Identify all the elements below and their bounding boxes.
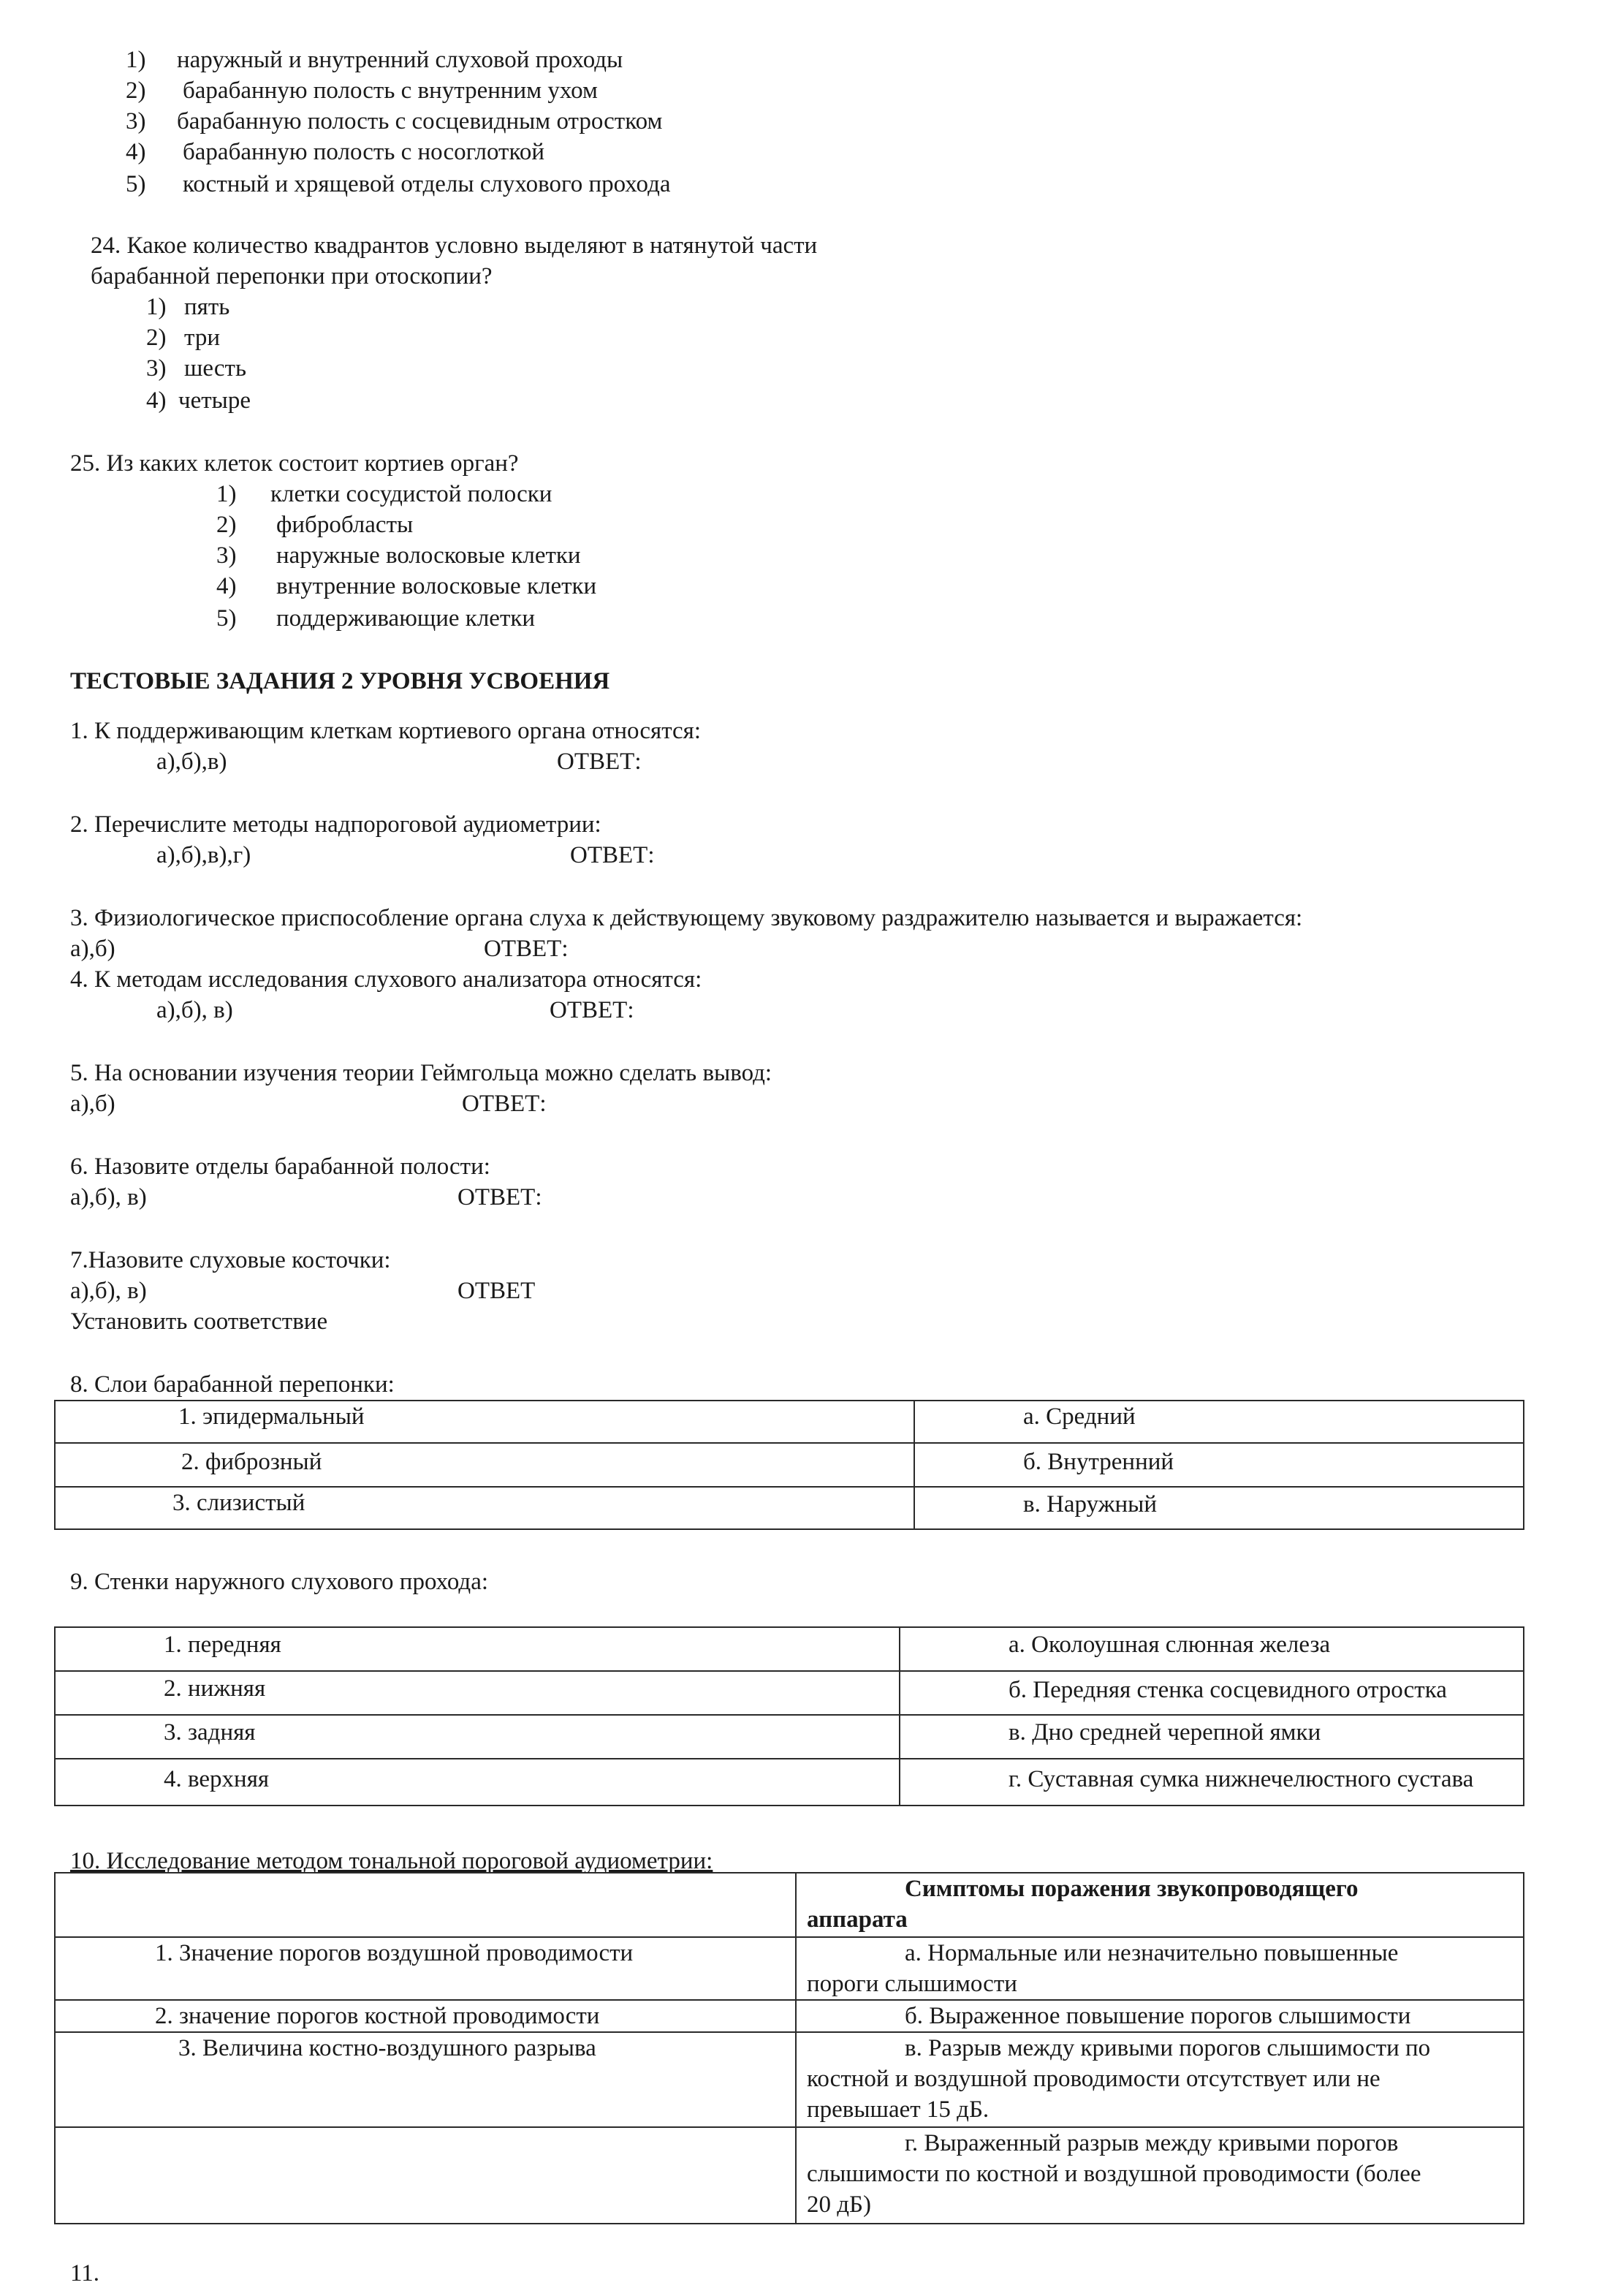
l2-q2-answer: ОТВЕТ: (570, 842, 655, 868)
q25-option-5-text: поддерживающие клетки (276, 605, 536, 632)
l2-q7-question: 7.Назовите слуховые косточки: (70, 1247, 391, 1273)
match-note: Установить соответствие (70, 1308, 328, 1335)
q10-header-right-line-1: Симптомы поражения звукопроводящего (905, 1876, 1359, 1902)
table-row (55, 1671, 1524, 1715)
table-row (55, 1873, 1524, 1937)
q10-right-4-line-2: слышимости по костной и воздушной проводимости (более (807, 2161, 1421, 2187)
q24-option-4-num: 4) (146, 387, 167, 414)
q25-option-4-num: 4) (216, 573, 237, 599)
l2-q3-letters: а),б) (70, 936, 115, 962)
l2-q4-answer: ОТВЕТ: (550, 997, 634, 1023)
q9-left-4: 4. верхняя (55, 1759, 900, 1806)
q23-option-1-text: наружный и внутренний слуховой проходы (177, 47, 623, 73)
q10-left-4 (55, 2127, 796, 2224)
q10-right-3-line-2: костной и воздушной проводимости отсутствует или не (807, 2066, 1380, 2092)
q24-option-1-num: 1) (146, 294, 167, 320)
q23-option-2-text: барабанную полость с внутренним ухом (183, 77, 598, 104)
q23-option-4-num: 4) (126, 139, 146, 165)
q24-option-2-text: три (184, 325, 220, 351)
q10-left-2: 2. значение порогов костной проводимости (55, 2000, 796, 2032)
q10-title: 10. Исследование методом тональной пороговой аудиометрии: (70, 1848, 713, 1874)
q8-left-1: 1. эпидермальный (55, 1401, 914, 1443)
l2-q6-answer: ОТВЕТ: (457, 1184, 542, 1210)
q10-header-right-line-2: аппарата (807, 1906, 908, 1933)
table-row (55, 1715, 1524, 1759)
q10-left-1: 1. Значение порогов воздушной проводимости (55, 1937, 796, 2000)
q10-right-1-line-1: а. Нормальные или незначительно повышенные (905, 1940, 1399, 1966)
q24-question-line-2: барабанной перепонки при отоскопии? (91, 263, 493, 289)
q8-right-3: в. Наружный (914, 1487, 1524, 1529)
l2-q1-question: 1. К поддерживающим клеткам кортиевого органа относятся: (70, 718, 702, 744)
q23-option-5-text: костный и хрящевой отделы слухового прохода (183, 171, 671, 197)
l2-q6-letters: а),б), в) (70, 1184, 147, 1210)
q8-right-2: б. Внутренний (914, 1443, 1524, 1487)
l2-q3-answer: ОТВЕТ: (484, 936, 569, 962)
table-row (55, 1443, 1524, 1487)
table-row (55, 2000, 1524, 2032)
q10-right-2-line-1: б. Выраженное повышение порогов слышимости (905, 2003, 1411, 2029)
table-row (55, 2127, 1524, 2224)
l2-q7-letters: а),б), в) (70, 1278, 147, 1304)
q23-option-3-text: барабанную полость с сосцевидным отростком (177, 108, 663, 134)
q24-option-1-text: пять (184, 294, 230, 320)
q25-option-5-num: 5) (216, 605, 237, 632)
table-row (55, 1759, 1524, 1806)
q25-option-3-num: 3) (216, 542, 237, 569)
l2-q1-answer: ОТВЕТ: (557, 749, 642, 775)
l2-q5-answer: ОТВЕТ: (462, 1091, 547, 1117)
q25-option-4-text: внутренние волосковые клетки (276, 573, 597, 599)
q24-question-line-1: 24. Какое количество квадрантов условно выделяют в натянутой части (91, 232, 818, 259)
l2-q3-question: 3. Физиологическое приспособление органа слуха к действующему звуковому раздражителю называется и выражается: (70, 905, 1303, 931)
q8-left-3: 3. слизистый (55, 1487, 914, 1529)
q24-option-3-text: шесть (184, 355, 246, 382)
q10-table (54, 1872, 1524, 2224)
q9-right-2: б. Передняя стенка сосцевидного отростка (900, 1671, 1524, 1715)
q10-header-right (796, 1873, 1524, 1937)
q8-title: 8. Слои барабанной перепонки: (70, 1371, 395, 1398)
q23-option-5-num: 5) (126, 171, 146, 197)
l2-q1-letters: а),б),в) (156, 749, 227, 775)
q25-option-1-num: 1) (216, 481, 237, 507)
q10-right-3-line-1: в. Разрыв между кривыми порогов слышимости по (905, 2035, 1431, 2061)
q9-left-3: 3. задняя (55, 1715, 900, 1759)
table-row (55, 1401, 1524, 1443)
l2-q6-question: 6. Назовите отделы барабанной полости: (70, 1153, 490, 1180)
q23-option-4-text: барабанную полость с носоглоткой (183, 139, 544, 165)
q24-option-2-num: 2) (146, 325, 167, 351)
l2-q2-question: 2. Перечислите методы надпороговой аудиометрии: (70, 811, 601, 838)
l2-q2-letters: а),б),в),г) (156, 842, 251, 868)
q25-option-2-text: фибробласты (276, 512, 414, 538)
table-row (55, 1487, 1524, 1529)
q9-table (54, 1626, 1524, 1806)
table-row (55, 1627, 1524, 1671)
q10-right-4-line-3: 20 дБ) (807, 2191, 871, 2218)
l2-q4-question: 4. К методам исследования слухового анализатора относятся: (70, 966, 702, 993)
q9-right-3: в. Дно средней черепной ямки (900, 1715, 1524, 1759)
q9-right-4: г. Суставная сумка нижнечелюстного сустава (900, 1759, 1524, 1806)
q10-right-3 (796, 2032, 1524, 2127)
q10-right-1-line-2: пороги слышимости (807, 1971, 1017, 1997)
q8-table (54, 1400, 1524, 1530)
q25-question: 25. Из каких клеток состоит кортиев орган? (70, 450, 519, 477)
q23-option-1-num: 1) (126, 47, 146, 73)
l2-q5-letters: а),б) (70, 1091, 115, 1117)
q25-option-3-text: наружные волосковые клетки (276, 542, 581, 569)
table-row (55, 1937, 1524, 2000)
q23-option-3-num: 3) (126, 108, 146, 134)
l2-q5-question: 5. На основании изучения теории Геймгольца можно сделать вывод: (70, 1060, 772, 1086)
q24-option-4-text: четыре (178, 387, 251, 414)
q24-option-3-num: 3) (146, 355, 167, 382)
q10-right-1 (796, 1937, 1524, 2000)
q25-option-2-num: 2) (216, 512, 237, 538)
q25-option-1-text: клетки сосудистой полоски (270, 481, 552, 507)
q10-left-3: 3. Величина костно-воздушного разрыва (55, 2032, 796, 2127)
q9-left-2: 2. нижняя (55, 1671, 900, 1715)
table-row (55, 2032, 1524, 2127)
l2-q7-answer: ОТВЕТ (457, 1278, 536, 1304)
q9-right-1: а. Околоушная слюнная железа (900, 1627, 1524, 1671)
q11-label: 11. (70, 2260, 100, 2286)
q8-left-2: 2. фиброзный (55, 1443, 914, 1487)
q10-right-2 (796, 2000, 1524, 2032)
q10-right-4 (796, 2127, 1524, 2224)
q8-right-1: а. Средний (914, 1401, 1524, 1443)
q9-left-1: 1. передняя (55, 1627, 900, 1671)
q10-right-4-line-1: г. Выраженный разрыв между кривыми порогов (905, 2130, 1399, 2156)
section-heading: ТЕСТОВЫЕ ЗАДАНИЯ 2 УРОВНЯ УСВОЕНИЯ (70, 668, 610, 694)
q10-header-left (55, 1873, 796, 1937)
q9-title: 9. Стенки наружного слухового прохода: (70, 1569, 489, 1595)
q10-right-3-line-3: превышает 15 дБ. (807, 2096, 990, 2123)
l2-q4-letters: а),б), в) (156, 997, 233, 1023)
q23-option-2-num: 2) (126, 77, 146, 104)
